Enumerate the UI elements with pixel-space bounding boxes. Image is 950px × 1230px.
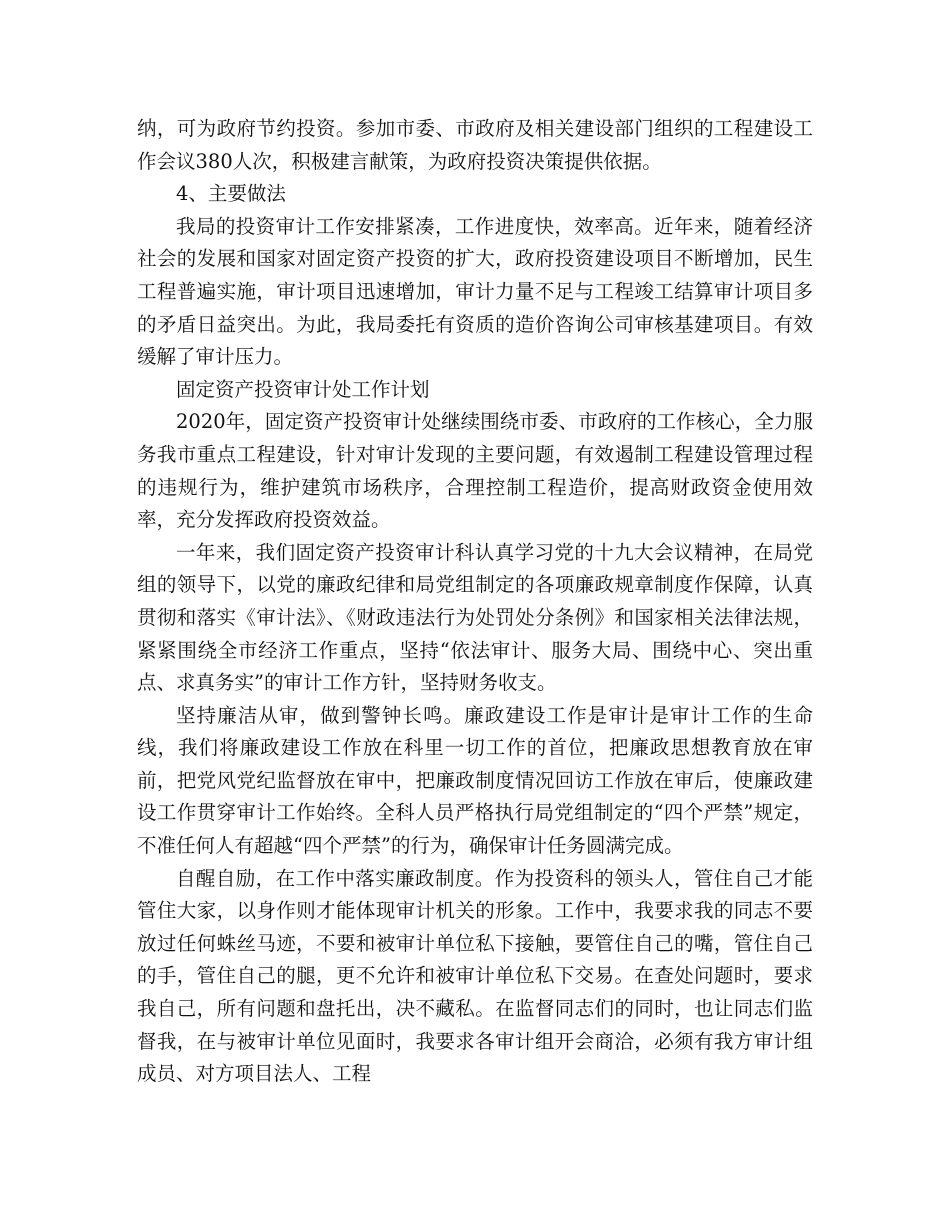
section-heading-work-plan: 固定资产投资审计处工作计划	[176, 377, 430, 401]
paragraph-self-discipline: 自醒自励，在工作中落实廉政制度。作为投资科的领头人，管住自己才能管住大家，以身作则才能体现审计机关的形象。工作中，我要求我的同志不要放过任何蛛丝马迹，不要和被审计单位私下接触，要管住自己的嘴，管住自己的手，管住自己的腿，更不允许和被审计单位私下交易。在查处问题时，要求我自己，所有问题和盘托出，决不藏私。在监督同志们的同时，也让同志们监督我，在与被审计单位见面时，我要求各审计组开会商洽，必须有我方审计组成员、对方项目法人、工程	[137, 866, 813, 1086]
paragraph-year-review: 一年来，我们固定资产投资审计科认真学习党的十九大会议精神，在局党组的领导下，以党的廉政纪律和局党组制定的各项廉政规章制度作保障，认真贯彻和落实《审计法》、《财政违法行为处罚处分条例》和国家相关法律法规，紧紧围绕全市经济工作重点，坚持“依法审计、服务大局、围绕中心、突出重点、求真务实”的审计工作方针，坚持财务收支。	[137, 540, 813, 695]
paragraph-continuation: 纳，可为政府节约投资。参加市委、市政府及相关建设部门组织的工程建设工作会议380人次，积极建言献策，为政府投资决策提供依据。	[137, 117, 813, 173]
paragraph-2020-plan: 2020年，固定资产投资审计处继续围绕市委、市政府的工作核心，全力服务我市重点工程建设，针对审计发现的主要问题，有效遏制工程建设管理过程的违规行为，维护建筑市场秩序，合理控制工程造价，提高财政资金使用效率，充分发挥政府投资效益。	[137, 410, 813, 532]
paragraph-investment-audit: 我局的投资审计工作安排紧凑，工作进度快，效率高。近年来，随着经济社会的发展和国家对固定资产投资的扩大，政府投资建设项目不断增加，民生工程普遍实施，审计项目迅速增加，审计力量不足与工程竣工结算审计项目多的矛盾日益突出。为此，我局委托有资质的造价咨询公司审核基建项目。有效缓解了审计压力。	[137, 214, 813, 369]
section-heading-main-practices: 4、主要做法	[176, 182, 286, 206]
paragraph-integrity: 坚持廉洁从审，做到警钟长鸣。廉政建设工作是审计是审计工作的生命线，我们将廉政建设工作放在科里一切工作的首位，把廉政思想教育放在审前，把党风党纪监督放在审中，把廉政制度情况回访工作放在审后，使廉政建设工作贯穿审计工作始终。全科人员严格执行局党组制定的“四个严禁”规定，不准任何人有超越“四个严禁”的行为，确保审计任务圆满完成。	[137, 703, 813, 858]
document-body	[137, 113, 813, 1091]
